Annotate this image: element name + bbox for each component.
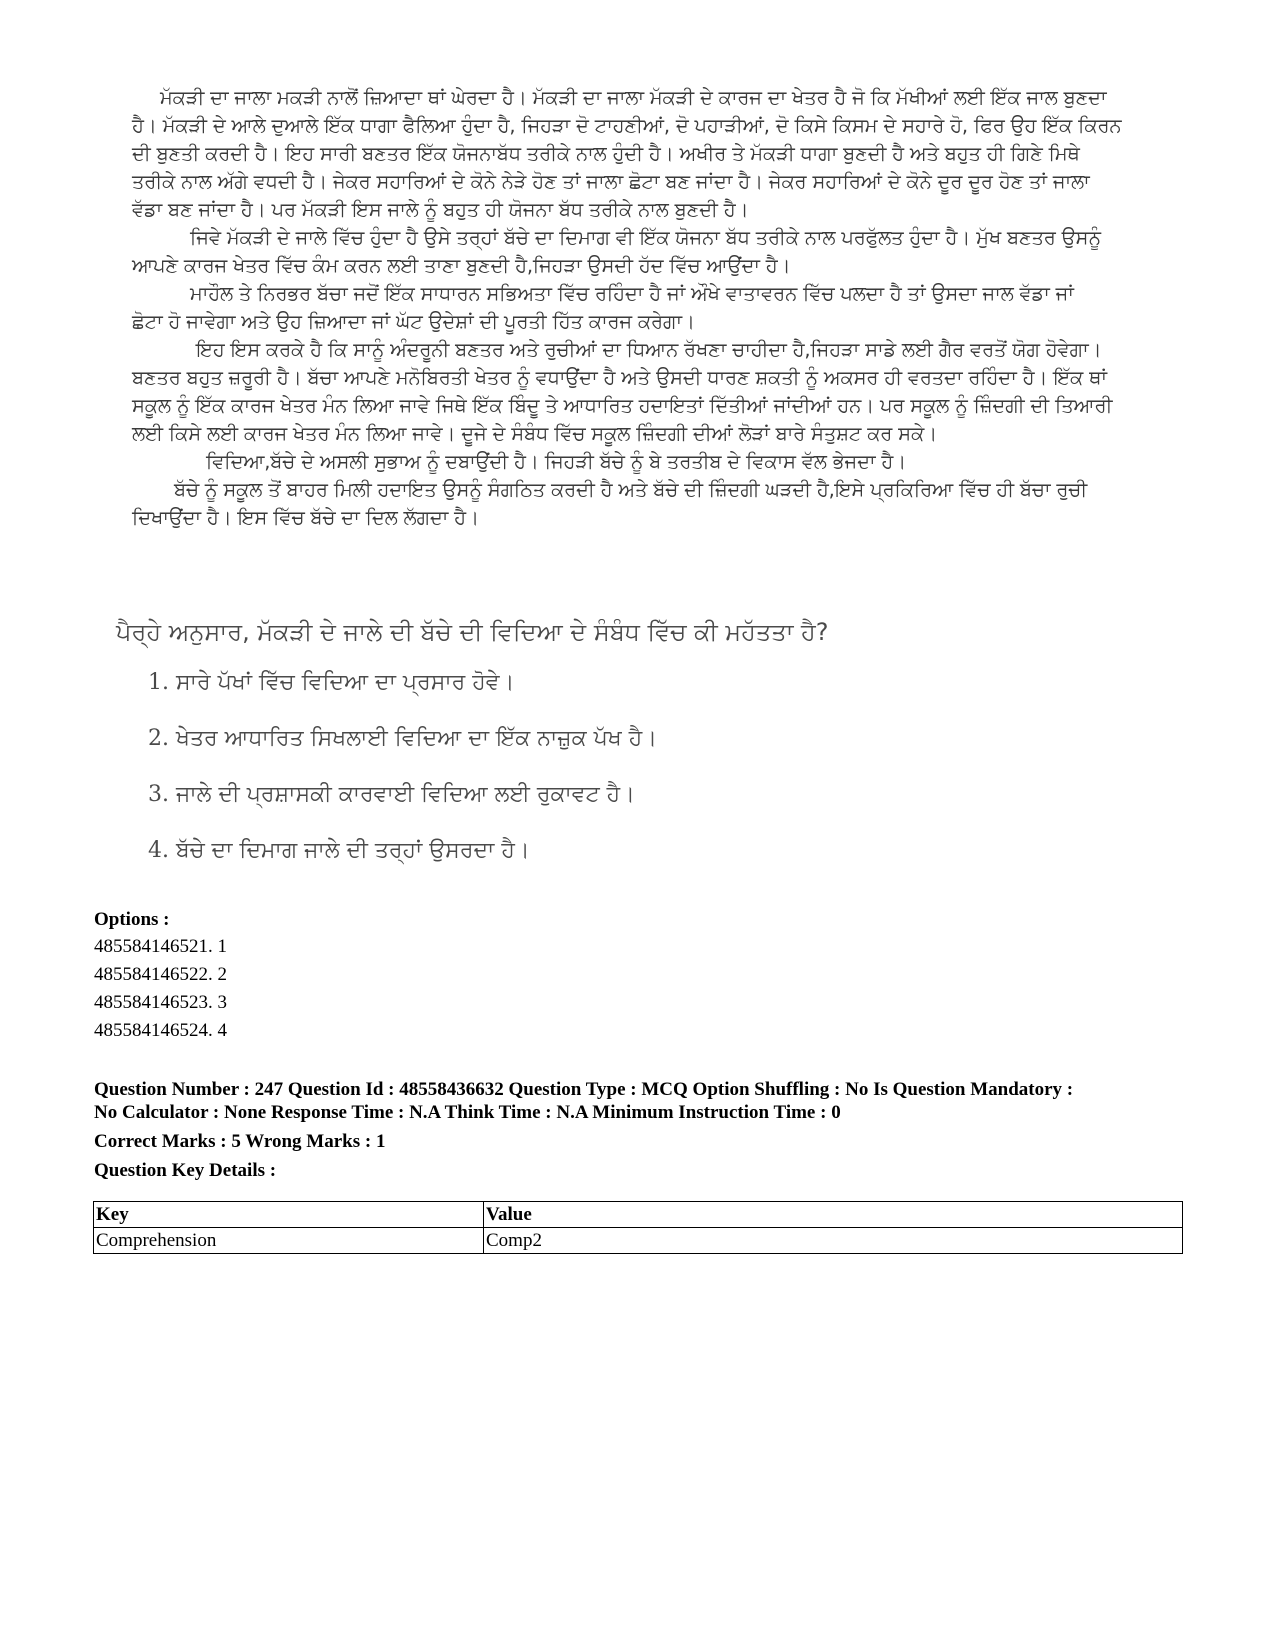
question-image (108, 615, 1108, 895)
question-choice (148, 723, 657, 755)
passage-image (118, 84, 1188, 544)
passage-line: ਤਰੀਕੇ ਨਾਲ ਅੱਗੇ ਵਧਦੀ ਹੈ। ਜੇਕਰ ਸਹਾਰਿਆਂ ਦੇ ਕੋਨੇ ਨੇੜੇ ਹੋਣ ਤਾਂ ਜਾਲਾ ਛੋਟਾ ਬਣ ਜਾਂਦਾ ਹੈ। ਜੇਕਰ ਸਹਾਰਿਆਂ ਦੇ ਕੋਨੇ ਦੂਰ ਦੂਰ ਹੋਣ ਤਾਂ ਜਾਲਾ (132, 170, 1090, 193)
table-row (94, 1228, 1183, 1254)
table-header-value: Value (484, 1202, 1183, 1228)
table-header-key: Key (94, 1202, 484, 1228)
key-details-heading: Question Key Details : (94, 1160, 277, 1181)
table-cell-key: Comprehension (94, 1228, 484, 1254)
choice-number: 1. (148, 670, 169, 695)
choice-number: 4. (148, 838, 169, 863)
question-choice (148, 779, 635, 811)
passage-line: ਲਈ ਕਿਸੇ ਲਈ ਕਾਰਜ ਖੇਤਰ ਮੰਨ ਲਿਆ ਜਾਵੇ। ਦੂਜੇ ਦੇ ਸੰਬੰਧ ਵਿੱਚ ਸਕੂਲ ਜ਼ਿੰਦਗੀ ਦੀਆਂ ਲੋੜਾਂ ਬਾਰੇ ਸੰਤੁਸ਼ਟ ਕਰ ਸਕੇ। (132, 422, 938, 445)
choice-text: ਖੇਤਰ ਆਧਾਰਿਤ ਸਿਖਲਾਈ ਵਿਦਿਆ ਦਾ ਇੱਕ ਨਾਜ਼ੁਕ ਪੱਖ ਹੈ। (176, 726, 658, 751)
passage-line: ਬਣਤਰ ਬਹੁਤ ਜ਼ਰੂਰੀ ਹੈ। ਬੱਚਾ ਆਪਣੇ ਮਨੋਬਿਰਤੀ ਖੇਤਰ ਨੂੰ ਵਧਾਉਂਦਾ ਹੈ ਅਤੇ ਉਸਦੀ ਧਾਰਣ ਸ਼ਕਤੀ ਨੂੰ ਅਕਸਰ ਹੀ ਵਰਤਦਾ ਰਹਿੰਦਾ ਹੈ। ਇੱਕ ਥਾਂ (132, 366, 1107, 389)
table-cell-value: Comp2 (484, 1228, 1183, 1254)
passage-line: ਜਿਵੇ ਮੱਕੜੀ ਦੇ ਜਾਲੇ ਵਿੱਚ ਹੁੰਦਾ ਹੈ ਉਸੇ ਤਰ੍ਹਾਂ ਬੱਚੇ ਦਾ ਦਿਮਾਗ ਵੀ ਇੱਕ ਯੋਜਨਾ ਬੱਧ ਤਰੀਕੇ ਨਾਲ ਪਰਫੁੱਲਤ ਹੁੰਦਾ ਹੈ। ਮੁੱਖ ਬਣਤਰ ਉਸਨੂੰ (190, 226, 1101, 249)
question-choice (148, 835, 530, 867)
passage-line: ਹੈ। ਮੱਕੜੀ ਦੇ ਆਲੇ ਦੁਆਲੇ ਇੱਕ ਧਾਗਾ ਫੈਲਿਆ ਹੁੰਦਾ ਹੈ, ਜਿਹੜਾ ਦੋ ਟਾਹਣੀਆਂ, ਦੋ ਪਹਾੜੀਆਂ, ਦੋ ਕਿਸੇ ਕਿਸਮ ਦੇ ਸਹਾਰੇ ਹੋ, ਫਿਰ ਉਹ ਇੱਕ ਕਿਰਨ (132, 114, 1122, 137)
passage-line: ਦੀ ਬੁਣਤੀ ਕਰਦੀ ਹੈ। ਇਹ ਸਾਰੀ ਬਣਤਰ ਇੱਕ ਯੋਜਨਾਬੱਧ ਤਰੀਕੇ ਨਾਲ ਹੁੰਦੀ ਹੈ। ਅਖੀਰ ਤੇ ਮੱਕੜੀ ਧਾਗਾ ਬੁਣਦੀ ਹੈ ਅਤੇ ਬਹੁਤ ਹੀ ਗਿਣੇ ਮਿਥੇ (132, 142, 1080, 165)
passage-line: ਵੱਡਾ ਬਣ ਜਾਂਦਾ ਹੈ। ਪਰ ਮੱਕੜੀ ਇਸ ਜਾਲੇ ਨੂੰ ਬਹੁਤ ਹੀ ਯੋਜਨਾ ਬੱਧ ਤਰੀਕੇ ਨਾਲ ਬੁਣਦੀ ਹੈ। (132, 198, 749, 221)
marks-line: Correct Marks : 5 Wrong Marks : 1 (94, 1131, 386, 1152)
passage-line: ਛੋਟਾ ਹੋ ਜਾਵੇਗਾ ਅਤੇ ਉਹ ਜ਼ਿਆਦਾ ਜਾਂ ਘੱਟ ਉਦੇਸ਼ਾਂ ਦੀ ਪੂਰਤੀ ਹਿੱਤ ਕਾਰਜ ਕਰੇਗਾ। (132, 310, 695, 333)
option-item: 485584146523. 3 (94, 992, 227, 1013)
question-choice (148, 667, 514, 699)
passage-line: ਦਿਖਾਉਂਦਾ ਹੈ। ਇਸ ਵਿੱਚ ਬੱਚੇ ਦਾ ਦਿਲ ਲੱਗਦਾ ਹੈ। (132, 506, 479, 529)
passage-line: ਵਿਦਿਆ,ਬੱਚੇ ਦੇ ਅਸਲੀ ਸੁਭਾਅ ਨੂੰ ਦਬਾਉਂਦੀ ਹੈ। ਜਿਹੜੀ ਬੱਚੇ ਨੂੰ ਬੇ ਤਰਤੀਬ ਦੇ ਵਿਕਾਸ ਵੱਲ ਭੇਜਦਾ ਹੈ। (206, 450, 907, 473)
question-meta-line: No Calculator : None Response Time : N.A Think Time : N.A Minimum Instruction Time : 0 (94, 1102, 841, 1123)
passage-line: ਬੱਚੇ ਨੂੰ ਸਕੂਲ ਤੋਂ ਬਾਹਰ ਮਿਲੀ ਹਦਾਇਤ ਉਸਨੂੰ ਸੰਗਠਿਤ ਕਰਦੀ ਹੈ ਅਤੇ ਬੱਚੇ ਦੀ ਜ਼ਿੰਦਗੀ ਘੜਦੀ ਹੈ,ਇਸੇ ਪ੍ਰਕਿਰਿਆ ਵਿੱਚ ਹੀ ਬੱਚਾ ਰੁਚੀ (174, 478, 1088, 501)
option-item: 485584146524. 4 (94, 1020, 227, 1041)
option-item: 485584146521. 1 (94, 936, 227, 957)
option-item: 485584146522. 2 (94, 964, 227, 985)
passage-line: ਇਹ ਇਸ ਕਰਕੇ ਹੈ ਕਿ ਸਾਨੂੰ ਅੰਦਰੂਨੀ ਬਣਤਰ ਅਤੇ ਰੁਚੀਆਂ ਦਾ ਧਿਆਨ ਰੱਖਣਾ ਚਾਹੀਦਾ ਹੈ,ਜਿਹੜਾ ਸਾਡੇ ਲਈ ਗੈਰ ਵਰਤੋਂ ਯੋਗ ਹੋਵੇਗਾ। (196, 338, 1102, 361)
question-stem: ਪੈਰ੍ਹੇ ਅਨੁਸਾਰ, ਮੱਕੜੀ ਦੇ ਜਾਲੇ ਦੀ ਬੱਚੇ ਦੀ ਵਿਦਿਆ ਦੇ ਸੰਬੰਧ ਵਿੱਚ ਕੀ ਮਹੱਤਤਾ ਹੈ? (116, 618, 829, 646)
passage-line: ਆਪਣੇ ਕਾਰਜ ਖੇਤਰ ਵਿੱਚ ਕੰਮ ਕਰਨ ਲਈ ਤਾਣਾ ਬੁਣਦੀ ਹੈ,ਜਿਹੜਾ ਉਸਦੀ ਹੱਦ ਵਿੱਚ ਆਉਂਦਾ ਹੈ। (132, 254, 791, 277)
choice-text: ਬੱਚੇ ਦਾ ਦਿਮਾਗ ਜਾਲੇ ਦੀ ਤਰ੍ਹਾਂ ਉਸਰਦਾ ਹੈ। (176, 838, 530, 863)
choice-number: 3. (148, 782, 169, 807)
options-heading: Options : (94, 909, 170, 930)
passage-line: ਮਾਹੌਲ ਤੇ ਨਿਰਭਰ ਬੱਚਾ ਜਦੋਂ ਇੱਕ ਸਾਧਾਰਨ ਸਭਿਅਤਾ ਵਿੱਚ ਰਹਿੰਦਾ ਹੈ ਜਾਂ ਔਖੇ ਵਾਤਾਵਰਨ ਵਿੱਚ ਪਲਦਾ ਹੈ ਤਾਂ ਉਸਦਾ ਜਾਲ ਵੱਡਾ ਜਾਂ (190, 282, 1074, 305)
question-meta-line: Question Number : 247 Question Id : 48558436632 Question Type : MCQ Option Shuffling : No Is Question Mandatory : (94, 1079, 1074, 1100)
choice-number: 2. (148, 726, 169, 751)
key-details-table (93, 1201, 1183, 1254)
passage-line: ਮੱਕੜੀ ਦਾ ਜਾਲਾ ਮਕੜੀ ਨਾਲੋਂ ਜ਼ਿਆਦਾ ਥਾਂ ਘੇਰਦਾ ਹੈ। ਮੱਕੜੀ ਦਾ ਜਾਲਾ ਮੱਕੜੀ ਦੇ ਕਾਰਜ ਦਾ ਖੇਤਰ ਹੈ ਜੋ ਕਿ ਮੱਖੀਆਂ ਲਈ ਇੱਕ ਜਾਲ ਬੁਣਦਾ (160, 86, 1107, 109)
passage-line: ਸਕੂਲ ਨੂੰ ਇੱਕ ਕਾਰਜ ਖੇਤਰ ਮੰਨ ਲਿਆ ਜਾਵੇ ਜਿਥੇ ਇੱਕ ਬਿੰਦੂ ਤੇ ਆਧਾਰਿਤ ਹਦਾਇਤਾਂ ਦਿੱਤੀਆਂ ਜਾਂਦੀਆਂ ਹਨ। ਪਰ ਸਕੂਲ ਨੂੰ ਜ਼ਿੰਦਗੀ ਦੀ ਤਿਆਰੀ (132, 394, 1113, 417)
choice-text: ਸਾਰੇ ਪੱਖਾਂ ਵਿੱਚ ਵਿਦਿਆ ਦਾ ਪ੍ਰਸਾਰ ਹੋਵੇ। (176, 670, 515, 695)
table-header-row (94, 1202, 1183, 1228)
choice-text: ਜਾਲੇ ਦੀ ਪ੍ਰਸ਼ਾਸਕੀ ਕਾਰਵਾਈ ਵਿਦਿਆ ਲਈ ਰੁਕਾਵਟ ਹੈ। (176, 782, 636, 807)
